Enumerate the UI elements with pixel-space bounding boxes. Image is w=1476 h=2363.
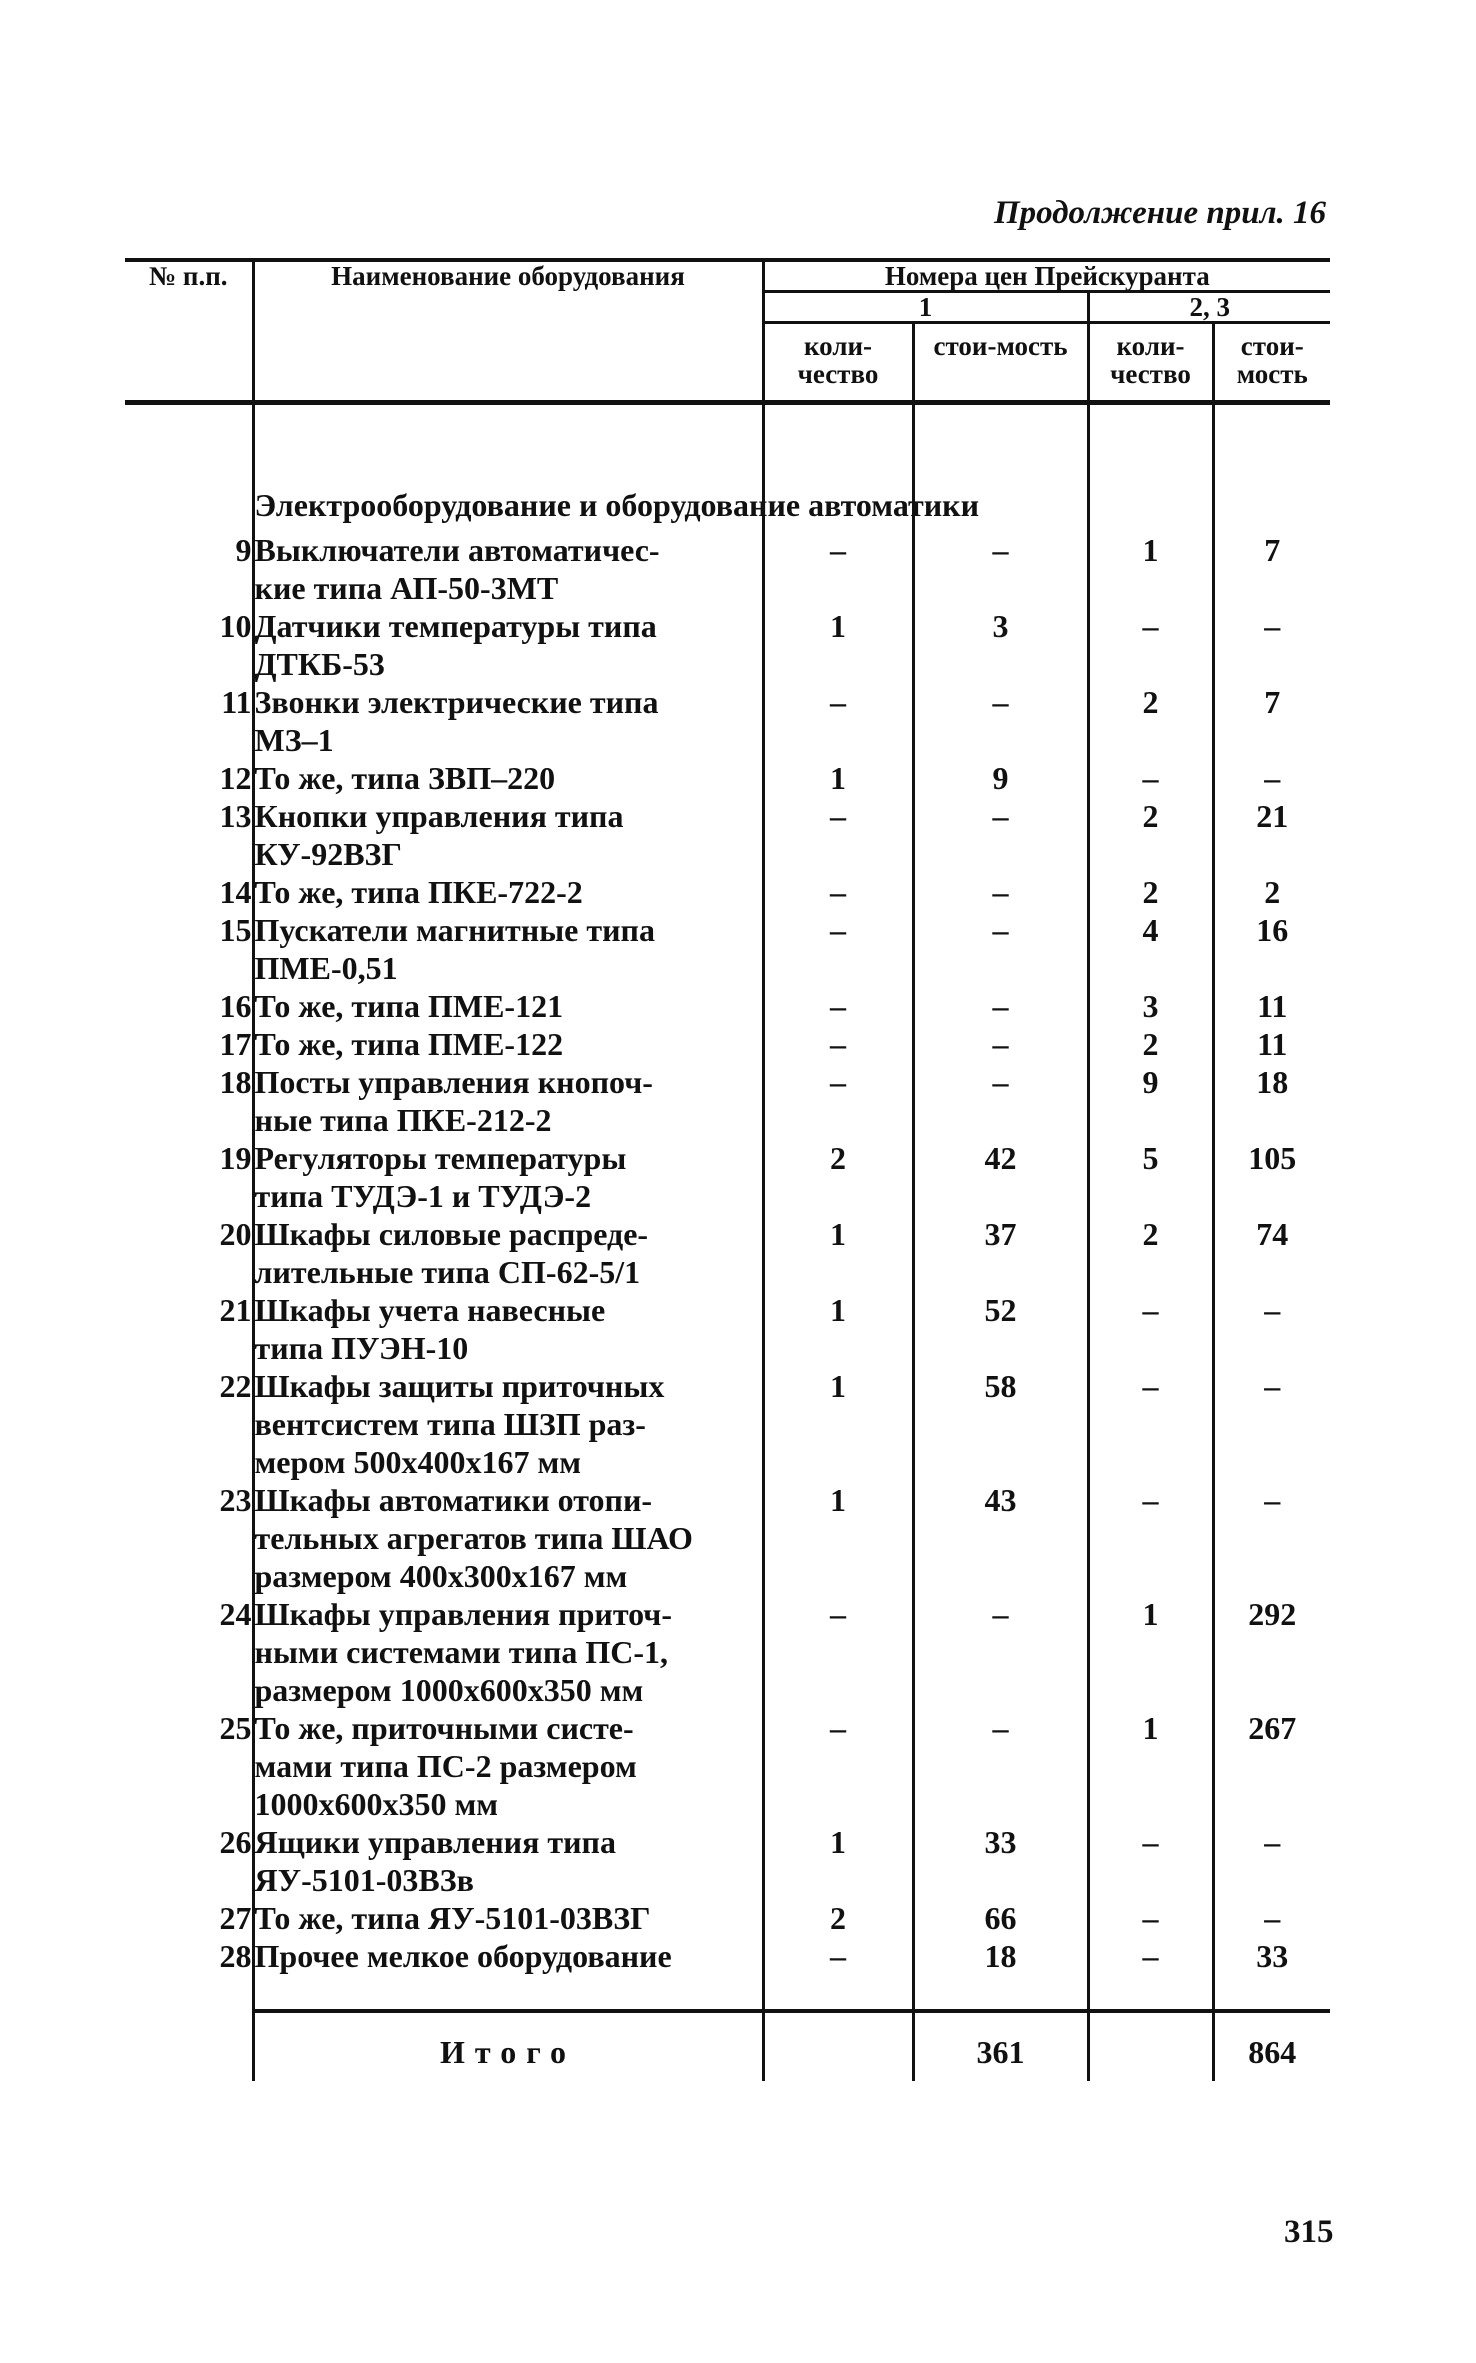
col-header-cost-2: стои-мость (1213, 323, 1330, 403)
row-name (253, 1139, 763, 1215)
row-name (253, 1899, 763, 1937)
row-name-line: 1000x600x350 мм (254, 1786, 499, 1822)
row-name-line: вентсистем типа ШЗП раз- (254, 1406, 646, 1442)
table-row (125, 1139, 1330, 1215)
qty-price-2-3: 4 (1088, 911, 1213, 987)
row-name (253, 1595, 763, 1709)
row-name-line: То же, приточными систе- (254, 1710, 634, 1746)
row-number: 24 (219, 1596, 252, 1632)
qty-price-2-3: – (1088, 1899, 1213, 1937)
table-row (125, 911, 1330, 987)
qty-price-1: – (763, 1937, 913, 1975)
table-row (125, 797, 1330, 873)
row-number: 14 (219, 874, 252, 910)
cost-price-1: – (913, 987, 1088, 1025)
row-name (253, 911, 763, 987)
row-number: 15 (219, 912, 252, 948)
col-header-cost-1: стои-мость (913, 323, 1088, 403)
qty-price-2-3: 1 (1088, 1595, 1213, 1709)
qty-price-2-3: 2 (1088, 873, 1213, 911)
qty-price-2-3: – (1088, 1823, 1213, 1899)
row-number: 17 (219, 1026, 252, 1062)
row-name-line: То же, типа ПКЕ-722-2 (254, 874, 583, 910)
table-row (125, 1025, 1330, 1063)
cost-price-1: – (913, 1025, 1088, 1063)
col-header-price-2-3: 2, 3 (1088, 292, 1330, 323)
row-number: 11 (221, 684, 252, 720)
qty-price-2-3: 2 (1088, 797, 1213, 873)
row-number: 16 (219, 988, 252, 1024)
qty-price-2-3: 9 (1088, 1063, 1213, 1139)
row-name (253, 531, 763, 607)
cost-price-2-3: 16 (1213, 911, 1330, 987)
qty-price-1: 1 (763, 1215, 913, 1291)
section-title: Электрооборудование и оборудование автоматики (253, 403, 763, 532)
col-header-price-1: 1 (763, 292, 1088, 323)
cost-price-1: – (913, 1595, 1088, 1709)
qty-price-1: – (763, 797, 913, 873)
cost-price-2-3: 7 (1213, 531, 1330, 607)
table-row (125, 1595, 1330, 1709)
row-name-line: Кнопки управления типа (254, 798, 624, 834)
table-row (125, 1481, 1330, 1595)
cost-price-2-3: 7 (1213, 683, 1330, 759)
row-name-line: размером 400x300x167 мм (254, 1558, 628, 1594)
qty-price-1: – (763, 911, 913, 987)
cost-price-2-3: 18 (1213, 1063, 1330, 1139)
cost-price-2-3: 21 (1213, 797, 1330, 873)
row-name (253, 1823, 763, 1899)
continuation-note: Продолжение прил. 16 (993, 195, 1326, 231)
cost-price-2-3: 74 (1213, 1215, 1330, 1291)
row-name (253, 1937, 763, 1975)
qty-price-2-3: 2 (1088, 683, 1213, 759)
cost-price-1: 33 (913, 1823, 1088, 1899)
row-name-line: То же, типа ПМЕ-122 (254, 1026, 564, 1062)
qty-price-1: – (763, 1063, 913, 1139)
total-row (125, 2011, 1330, 2081)
qty-price-2-3: – (1088, 1291, 1213, 1367)
col-header-qty-2: коли-чество (1088, 323, 1213, 403)
row-name-line: размером 1000x600x350 мм (254, 1672, 644, 1708)
row-name-line: кие типа АП-50-3МТ (254, 570, 559, 606)
cost-price-2-3: 267 (1213, 1709, 1330, 1823)
cost-price-2-3: 2 (1213, 873, 1330, 911)
cost-price-1: – (913, 797, 1088, 873)
qty-price-2-3: 3 (1088, 987, 1213, 1025)
qty-price-1: – (763, 1595, 913, 1709)
row-name-line: Шкафы учета навесные (254, 1292, 606, 1328)
row-name-line: МЗ–1 (254, 722, 334, 758)
table-row (125, 873, 1330, 911)
row-name (253, 1709, 763, 1823)
row-name (253, 1367, 763, 1481)
table-row (125, 759, 1330, 797)
qty-price-1: – (763, 1025, 913, 1063)
row-number: 13 (219, 798, 252, 834)
table-row (125, 1899, 1330, 1937)
row-name-line: То же, типа ПМЕ-121 (254, 988, 564, 1024)
table-row (125, 1709, 1330, 1823)
qty-price-1: 2 (763, 1139, 913, 1215)
equipment-price-table (125, 258, 1330, 2081)
cost-price-1: – (913, 683, 1088, 759)
total-label: Итого (253, 2011, 763, 2081)
table-row (125, 1823, 1330, 1899)
row-name-line: ДТКБ-53 (254, 646, 385, 682)
row-name-line: Посты управления кнопоч- (254, 1064, 653, 1100)
qty-price-1: 1 (763, 607, 913, 683)
cost-price-2-3: 11 (1213, 987, 1330, 1025)
row-name (253, 1025, 763, 1063)
cost-price-2-3: – (1213, 607, 1330, 683)
row-name-line: ными системами типа ПС-1, (254, 1634, 668, 1670)
row-name (253, 759, 763, 797)
qty-price-1: – (763, 683, 913, 759)
qty-price-1: – (763, 873, 913, 911)
cost-price-2-3: – (1213, 1823, 1330, 1899)
row-number: 26 (219, 1824, 252, 1860)
qty-price-1: 1 (763, 1823, 913, 1899)
cost-price-1: – (913, 531, 1088, 607)
cost-price-2-3: – (1213, 1367, 1330, 1481)
cost-price-1: – (913, 1063, 1088, 1139)
total-cost-1: 361 (913, 2011, 1088, 2081)
table-row (125, 1291, 1330, 1367)
cost-price-1: 18 (913, 1937, 1088, 1975)
row-name (253, 873, 763, 911)
row-name-line: Звонки электрические типа (254, 684, 659, 720)
row-number: 25 (219, 1710, 252, 1746)
cost-price-1: – (913, 873, 1088, 911)
qty-price-1: 1 (763, 1291, 913, 1367)
row-number: 23 (219, 1482, 252, 1518)
total-cost-2: 864 (1213, 2011, 1330, 2081)
qty-price-1: 1 (763, 759, 913, 797)
cost-price-1: – (913, 911, 1088, 987)
row-number: 9 (235, 532, 252, 568)
qty-price-1: 2 (763, 1899, 913, 1937)
qty-price-2-3: – (1088, 1367, 1213, 1481)
table-body (125, 403, 1330, 1976)
row-name (253, 1481, 763, 1595)
cost-price-1: 66 (913, 1899, 1088, 1937)
row-name-line: Пускатели магнитные типа (254, 912, 655, 948)
row-name-line: Выключатели автоматичес- (254, 532, 660, 568)
qty-price-2-3: – (1088, 1481, 1213, 1595)
cost-price-2-3: 105 (1213, 1139, 1330, 1215)
section-row (125, 403, 1330, 532)
cost-price-1: 58 (913, 1367, 1088, 1481)
row-name-line: ЯУ-5101-03ВЗв (254, 1862, 474, 1898)
col-header-name: Наименование оборудования (253, 260, 763, 403)
qty-price-2-3: – (1088, 607, 1213, 683)
cost-price-1: – (913, 1709, 1088, 1823)
qty-price-2-3: 1 (1088, 1709, 1213, 1823)
qty-price-2-3: – (1088, 759, 1213, 797)
qty-price-1: – (763, 531, 913, 607)
row-name (253, 1291, 763, 1367)
row-name-line: мами типа ПС-2 размером (254, 1748, 637, 1784)
row-name-line: типа ТУДЭ-1 и ТУДЭ-2 (254, 1178, 592, 1214)
row-name (253, 683, 763, 759)
row-name-line: То же, типа ЗВП–220 (254, 760, 556, 796)
row-number: 22 (219, 1368, 252, 1404)
row-name-line: Шкафы автоматики отопи- (254, 1482, 653, 1518)
row-number: 18 (219, 1064, 252, 1100)
row-name-line: Прочее мелкое оборудование (254, 1938, 672, 1974)
row-name-line: Датчики температуры типа (254, 608, 657, 644)
col-header-qty-1: коли-чество (763, 323, 913, 403)
qty-price-1: – (763, 987, 913, 1025)
row-name (253, 1063, 763, 1139)
table-row (125, 1367, 1330, 1481)
cost-price-1: 43 (913, 1481, 1088, 1595)
table-row (125, 683, 1330, 759)
row-number: 27 (219, 1900, 252, 1936)
table-row (125, 607, 1330, 683)
row-number: 10 (219, 608, 252, 644)
qty-price-2-3: – (1088, 1937, 1213, 1975)
qty-price-2-3: 5 (1088, 1139, 1213, 1215)
qty-price-1: – (763, 1709, 913, 1823)
row-number: 20 (219, 1216, 252, 1252)
page-number: 315 (1284, 2214, 1334, 2250)
cost-price-2-3: 292 (1213, 1595, 1330, 1709)
cost-price-1: 3 (913, 607, 1088, 683)
row-name-line: ПМЕ-0,51 (254, 950, 398, 986)
table-row (125, 987, 1330, 1025)
cost-price-2-3: 33 (1213, 1937, 1330, 1975)
cost-price-1: 52 (913, 1291, 1088, 1367)
row-number: 12 (219, 760, 252, 796)
col-header-number: № п.п. (125, 260, 253, 403)
row-name-line: Ящики управления типа (254, 1824, 616, 1860)
row-name (253, 797, 763, 873)
row-number: 28 (219, 1938, 252, 1974)
qty-price-2-3: 2 (1088, 1025, 1213, 1063)
row-name-line: То же, типа ЯУ-5101-03ВЗГ (254, 1900, 651, 1936)
table-row (125, 531, 1330, 607)
row-number: 21 (219, 1292, 252, 1328)
col-header-price-group: Номера цен Прейскуранта (763, 260, 1330, 292)
qty-price-2-3: 2 (1088, 1215, 1213, 1291)
table-row (125, 1937, 1330, 1975)
row-name-line: Шкафы защиты приточных (254, 1368, 665, 1404)
row-name (253, 1215, 763, 1291)
row-number: 19 (219, 1140, 252, 1176)
table-row (125, 1063, 1330, 1139)
row-name-line: тельных агрегатов типа ШАО (254, 1520, 693, 1556)
row-name-line: лительные типа СП-62-5/1 (254, 1254, 641, 1290)
row-name-line: Шкафы управления приточ- (254, 1596, 672, 1632)
qty-price-1: 1 (763, 1481, 913, 1595)
cost-price-1: 37 (913, 1215, 1088, 1291)
cost-price-2-3: – (1213, 1899, 1330, 1937)
row-name (253, 987, 763, 1025)
qty-price-1: 1 (763, 1367, 913, 1481)
row-name-line: типа ПУЭН-10 (254, 1330, 469, 1366)
cost-price-1: 42 (913, 1139, 1088, 1215)
row-name-line: КУ-92ВЗГ (254, 836, 402, 872)
cost-price-2-3: 11 (1213, 1025, 1330, 1063)
cost-price-2-3: – (1213, 1481, 1330, 1595)
cost-price-2-3: – (1213, 1291, 1330, 1367)
row-name (253, 607, 763, 683)
row-name-line: Регуляторы температуры (254, 1140, 627, 1176)
qty-price-2-3: 1 (1088, 531, 1213, 607)
row-name-line: Шкафы силовые распреде- (254, 1216, 649, 1252)
table-row (125, 1215, 1330, 1291)
cost-price-2-3: – (1213, 759, 1330, 797)
row-name-line: ные типа ПКЕ-212-2 (254, 1102, 552, 1138)
row-name-line: мером 500x400x167 мм (254, 1444, 582, 1480)
cost-price-1: 9 (913, 759, 1088, 797)
